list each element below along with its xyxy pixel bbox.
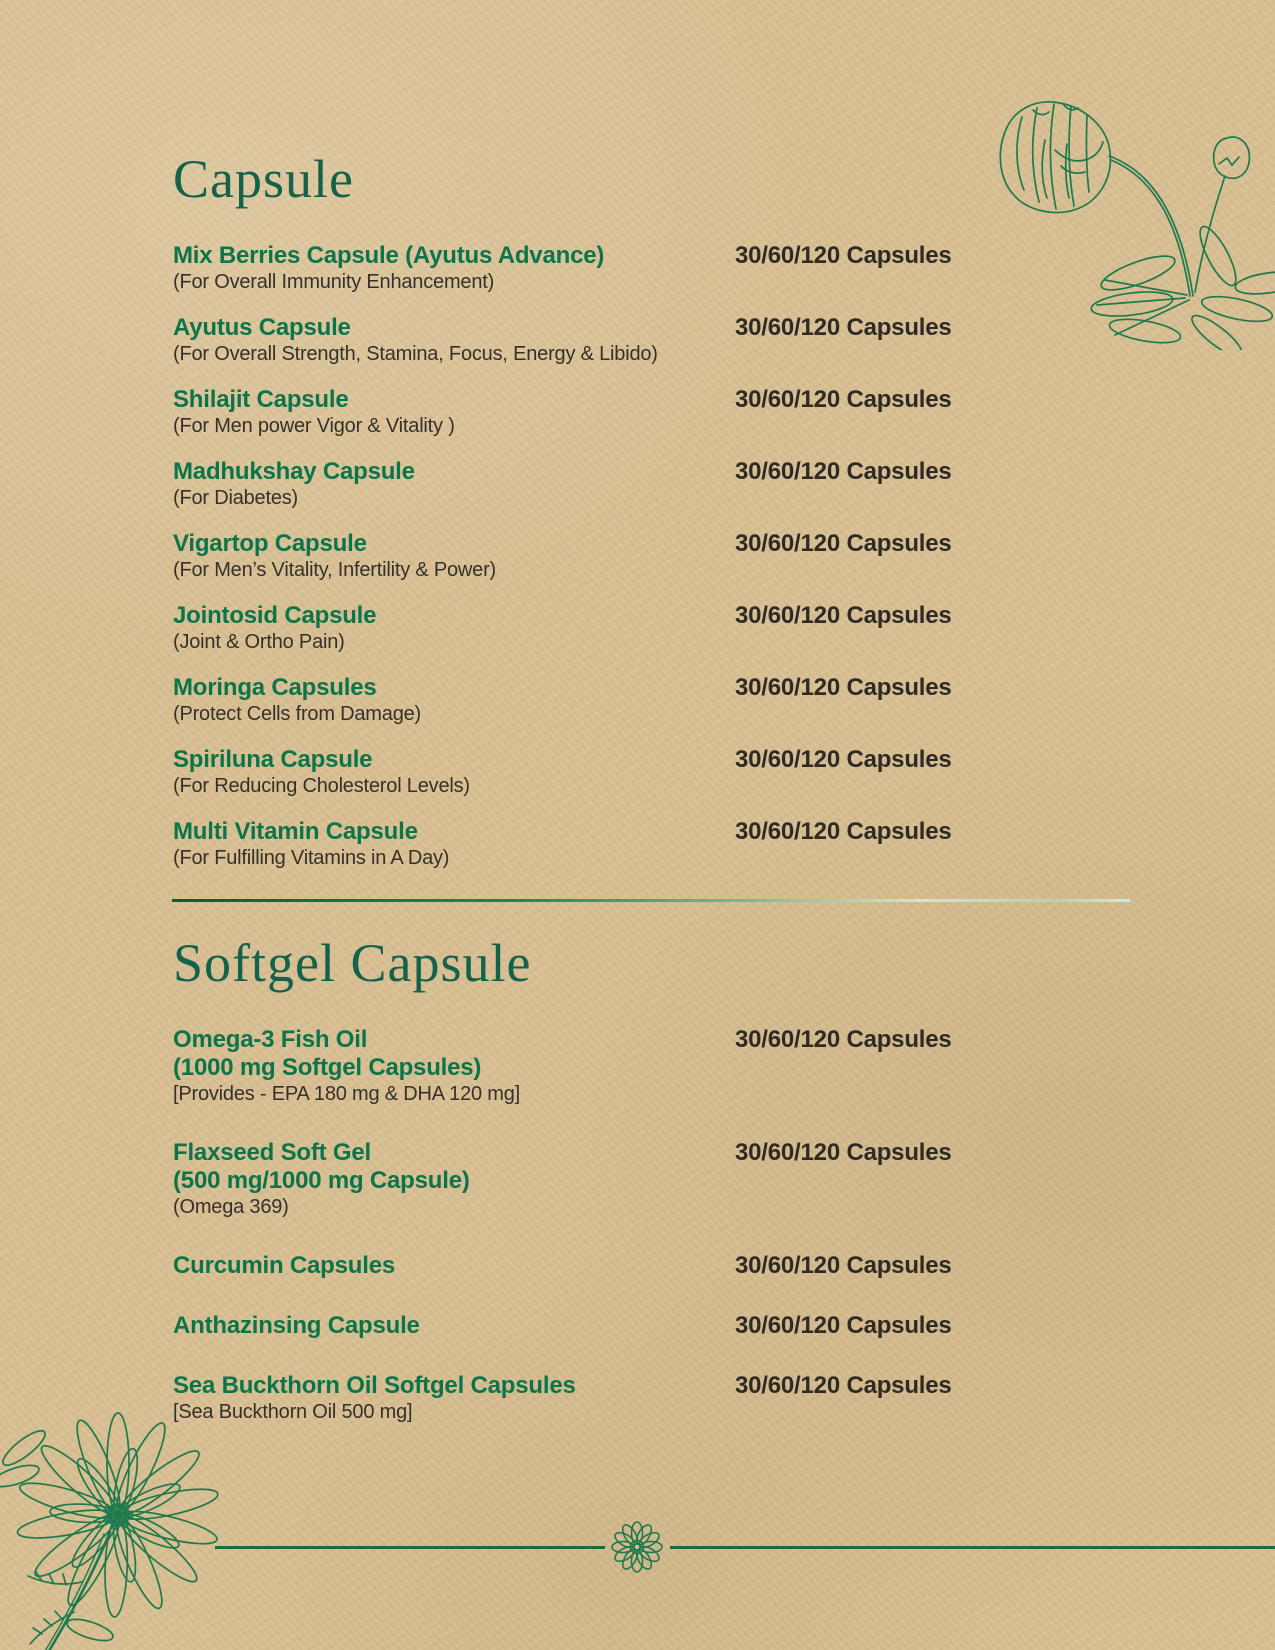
rosette-flower-icon — [610, 1520, 664, 1574]
product-info — [173, 242, 735, 295]
product-name: Jointosid Capsule — [173, 602, 377, 629]
product-info — [173, 1139, 735, 1220]
section-title-capsule: Capsule — [173, 149, 354, 209]
bottom-divider-right — [670, 1546, 1275, 1549]
product-info — [173, 674, 735, 727]
product-quantity: 30/60/120 Capsules — [735, 1139, 952, 1166]
product-description: [Sea Buckthorn Oil 500 mg] — [173, 1401, 413, 1423]
product-row — [173, 602, 1185, 655]
product-description: (For Diabetes) — [173, 487, 299, 509]
product-quantity: 30/60/120 Capsules — [735, 602, 952, 629]
product-quantity: 30/60/120 Capsules — [735, 386, 952, 413]
product-name-line2: (1000 mg Softgel Capsules) — [173, 1054, 482, 1081]
product-name: Moringa Capsules — [173, 674, 377, 701]
product-description: (For Men’s Vitality, Infertility & Power) — [173, 559, 497, 581]
product-row — [173, 1252, 1185, 1280]
product-row — [173, 458, 1185, 511]
product-name: Flaxseed Soft Gel — [173, 1139, 371, 1166]
product-row — [173, 314, 1185, 367]
product-info — [173, 386, 735, 439]
product-description: [Provides - EPA 180 mg & DHA 120 mg] — [173, 1083, 521, 1105]
product-quantity: 30/60/120 Capsules — [735, 818, 952, 845]
product-row — [173, 818, 1185, 871]
product-info — [173, 458, 735, 511]
product-quantity: 30/60/120 Capsules — [735, 314, 952, 341]
product-description: (Joint & Ortho Pain) — [173, 631, 345, 653]
section-divider — [172, 899, 1130, 902]
product-quantity: 30/60/120 Capsules — [735, 1026, 952, 1053]
product-name: Sea Buckthorn Oil Softgel Capsules — [173, 1372, 576, 1399]
product-info — [173, 1252, 735, 1280]
product-info — [173, 746, 735, 799]
product-info — [173, 314, 735, 367]
product-info — [173, 530, 735, 583]
product-name: Omega-3 Fish Oil — [173, 1026, 368, 1053]
product-info — [173, 1372, 735, 1425]
section-title-softgel-capsule: Softgel Capsule — [173, 933, 532, 993]
product-description: (For Reducing Cholesterol Levels) — [173, 775, 470, 797]
product-name: Mix Berries Capsule (Ayutus Advance) — [173, 242, 605, 269]
divider-rosette — [610, 1520, 664, 1574]
product-quantity: 30/60/120 Capsules — [735, 1372, 952, 1399]
product-name: Madhukshay Capsule — [173, 458, 415, 485]
product-name: Anthazinsing Capsule — [173, 1312, 420, 1339]
product-row — [173, 1312, 1185, 1340]
product-description: (Protect Cells from Damage) — [173, 703, 421, 725]
catalog-content — [173, 149, 1185, 1457]
product-description: (Omega 369) — [173, 1196, 289, 1218]
product-row — [173, 386, 1185, 439]
product-quantity: 30/60/120 Capsules — [735, 674, 952, 701]
bottom-divider-left — [215, 1546, 605, 1549]
product-description: (For Men power Vigor & Vitality ) — [173, 415, 455, 437]
product-name: Multi Vitamin Capsule — [173, 818, 418, 845]
product-row — [173, 1139, 1185, 1220]
product-quantity: 30/60/120 Capsules — [735, 530, 952, 557]
product-name: Shilajit Capsule — [173, 386, 349, 413]
product-row — [173, 746, 1185, 799]
product-quantity: 30/60/120 Capsules — [735, 1312, 952, 1339]
product-quantity: 30/60/120 Capsules — [735, 458, 952, 485]
product-info — [173, 1312, 735, 1340]
product-name: Curcumin Capsules — [173, 1252, 395, 1279]
product-row — [173, 674, 1185, 727]
product-name: Vigartop Capsule — [173, 530, 367, 557]
product-row — [173, 1372, 1185, 1425]
product-name: Spiriluna Capsule — [173, 746, 373, 773]
product-row — [173, 530, 1185, 583]
product-row — [173, 242, 1185, 295]
product-name-line2: (500 mg/1000 mg Capsule) — [173, 1167, 470, 1194]
product-info — [173, 818, 735, 871]
product-info — [173, 602, 735, 655]
product-quantity: 30/60/120 Capsules — [735, 1252, 952, 1279]
product-description: (For Overall Strength, Stamina, Focus, Energy & Libido) — [173, 343, 658, 365]
product-quantity: 30/60/120 Capsules — [735, 746, 952, 773]
product-quantity: 30/60/120 Capsules — [735, 242, 952, 269]
product-name: Ayutus Capsule — [173, 314, 351, 341]
product-description: (For Overall Immunity Enhancement) — [173, 271, 495, 293]
product-info — [173, 1026, 735, 1107]
product-description: (For Fulfilling Vitamins in A Day) — [173, 847, 450, 869]
product-row — [173, 1026, 1185, 1107]
